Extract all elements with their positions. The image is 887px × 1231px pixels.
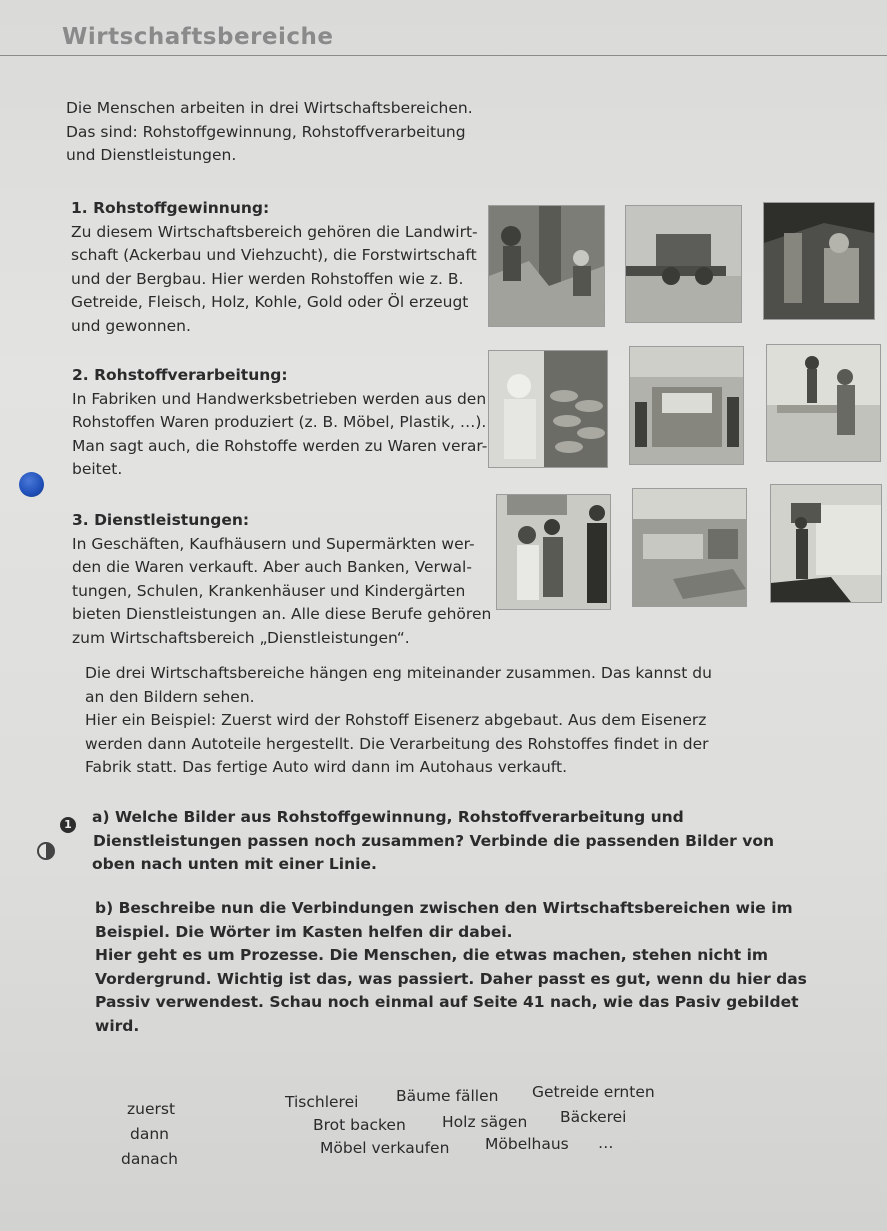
task-line: Beispiel. Die Wörter im Kasten helfen dir dabei. [95,922,513,941]
task-line: Hier geht es um Prozesse. Die Menschen, die etwas machen, stehen nicht im [95,946,769,964]
task-line: Passiv verwendest. Schau noch einmal auf Seite 41 nach, wie das Pasiv gebildet [95,993,799,1011]
section-line: und der Bergbau. Hier werden Rohstoffen wie z. B. [71,269,464,288]
sequence-word: dann [130,1125,169,1143]
intro-text [66,97,473,168]
section-dienstleistungen [72,509,491,650]
section-line: zum Wirtschaftsbereich „Dienstleistungen“. [72,628,410,647]
half-circle-icon [37,842,55,860]
paragraph-line: an den Bildern sehen. [85,687,255,706]
paragraph-line: Fabrik statt. Das fertige Auto wird dann im Autohaus verkauft. [85,758,567,776]
keyword: Möbelhaus [485,1135,569,1153]
carpentry-image [767,345,880,461]
section-line: Rohstoffen Waren produziert (z. B. Möbel, Plastik, …). [72,413,487,431]
car-dealership-image [497,495,610,609]
task-line: oben nach unten mit einer Linie. [92,855,377,873]
intro-line: und Dienstleistungen. [66,146,237,164]
keyword: Getreide ernten [532,1083,655,1101]
keyword: Brot backen [313,1116,406,1134]
mine-photo[interactable] [763,202,875,320]
section-line: In Geschäften, Kaufhäusern und Supermärkten wer- [72,534,475,553]
keyword: Tischlerei [285,1093,359,1111]
section-line: Zu diesem Wirtschaftsbereich gehören die Landwirt- [71,222,478,241]
sequence-word: zuerst [127,1100,176,1118]
intro-line: Das sind: Rohstoffgewinnung, Rohstoffverarbeitung [66,122,466,141]
section-heading: 1. Rohstoffgewinnung: [71,199,270,217]
task-a [85,806,774,877]
section-line: Getreide, Fleisch, Holz, Kohle, Gold oder Öl erzeugt [71,293,469,311]
furniture-store-image [633,489,746,606]
task-line: a) Welche Bilder aus Rohstoffgewinnung, Rohstoffverarbeitung und [92,808,684,826]
furniture-store-photo[interactable] [632,488,747,607]
connection-paragraph [85,662,712,780]
bakery-image [489,351,607,467]
section-line: den die Waren verkauft. Aber auch Banken, Verwal- [72,558,472,576]
keyword: Bäckerei [560,1108,627,1126]
paragraph-line: Die drei Wirtschaftsbereiche hängen eng miteinander zusammen. Das kannst du [85,664,712,682]
title-divider [0,55,887,56]
blue-dot-marker [19,472,44,497]
page-title: Wirtschaftsbereiche [62,24,334,50]
carpentry-photo[interactable] [766,344,881,462]
section-line: und gewonnen. [71,316,191,335]
intro-line: Die Menschen arbeiten in drei Wirtschaftsbereichen. [66,99,473,117]
forestry-photo[interactable] [488,205,605,327]
section-line: schaft (Ackerbau und Viehzucht), die Forstwirtschaft [71,246,477,264]
bakery-photo[interactable] [488,350,608,468]
section-rohstoffverarbeitung [72,364,487,482]
section-heading: 2. Rohstoffverarbeitung: [72,366,288,384]
car-factory-image [630,347,743,464]
keyword: Bäume fällen [396,1087,499,1105]
car-factory-photo[interactable] [629,346,744,465]
task-number-badge: 1 [60,817,76,833]
section-line: Man sagt auch, die Rohstoffe werden zu Waren verar- [72,436,488,455]
car-dealership-photo[interactable] [496,494,611,610]
keyword: Möbel verkaufen [320,1139,450,1157]
keyword: Holz sägen [442,1113,528,1131]
forestry-image [489,206,604,326]
harvester-image [626,206,741,322]
paragraph-line: werden dann Autoteile hergestellt. Die Verarbeitung des Rohstoffes findet in der [85,734,709,753]
task-line: Dienstleistungen passen noch zusammen? Verbinde die passenden Bilder von [93,831,775,850]
task-line: b) Beschreibe nun die Verbindungen zwischen den Wirtschaftsbereichen wie im [95,899,793,917]
paragraph-line: Hier ein Beispiel: Zuerst wird der Rohstoff Eisenerz abgebaut. Aus dem Eisenerz [85,711,707,729]
section-heading: 3. Dienstleistungen: [72,511,250,529]
section-line: In Fabriken und Handwerksbetrieben werden aus den [72,389,487,408]
task-line: wird. [95,1016,140,1035]
section-line: beitet. [72,460,123,478]
bakery-shop-image [771,485,881,602]
task-b [95,897,807,1038]
bakery-shop-photo[interactable] [770,484,882,603]
section-line: bieten Dienstleistungen an. Alle diese Berufe gehören [72,605,492,623]
sequence-word: danach [121,1150,179,1168]
keyword: … [598,1134,614,1152]
section-line: tungen, Schulen, Krankenhäuser und Kindergärten [72,581,466,600]
mine-image [764,203,874,319]
task-line: Vordergrund. Wichtig ist das, was passiert. Daher passt es gut, wenn du hier das [95,969,807,988]
section-rohstoffgewinnung [71,197,478,338]
harvester-photo[interactable] [625,205,742,323]
